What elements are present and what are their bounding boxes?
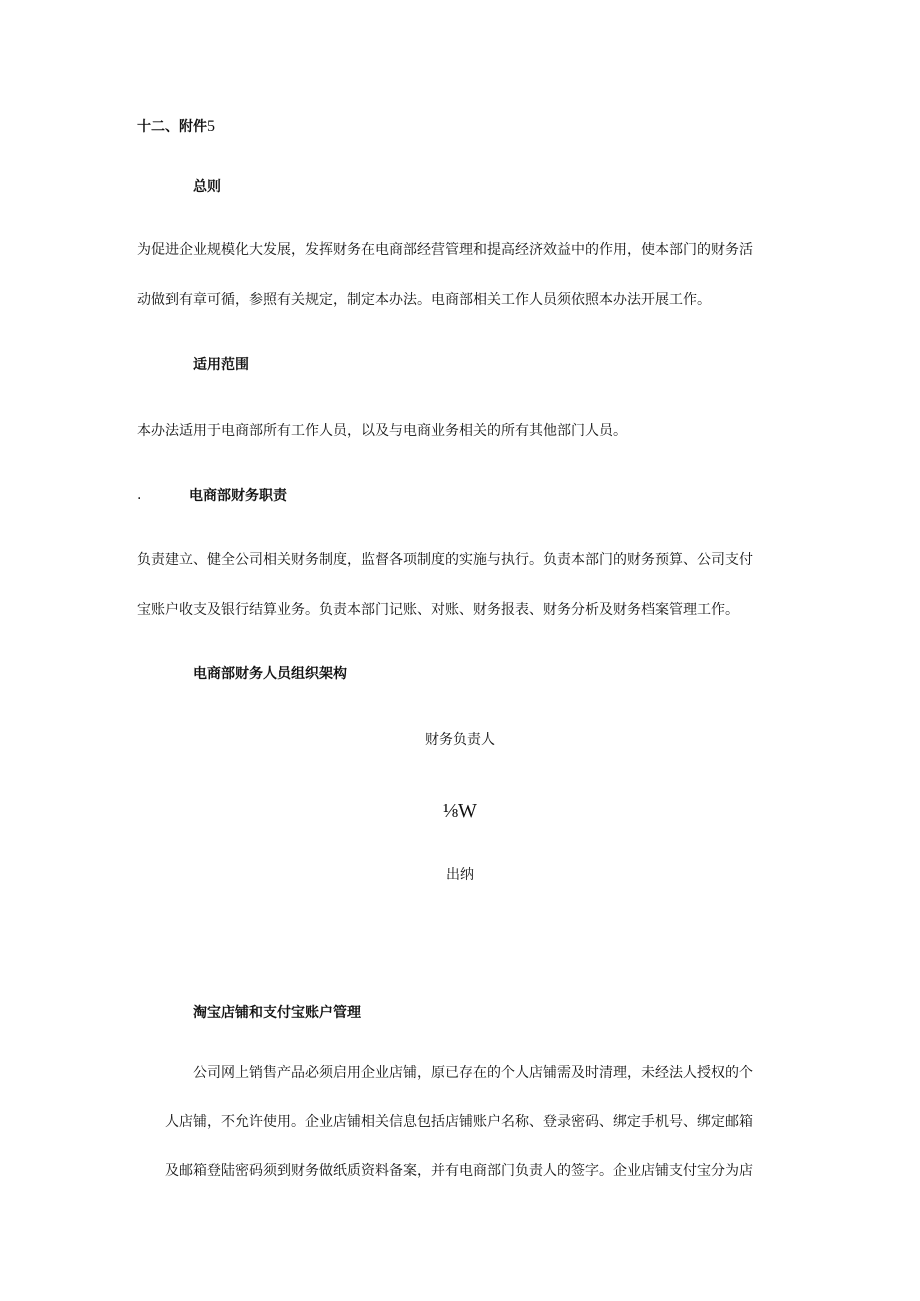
- heading-scope: 适用范围: [193, 357, 249, 373]
- heading-duties: 电商部财务职责: [189, 488, 287, 504]
- taobao-paragraph-line: 及邮箱登陆密码须到财务做纸质资料备案，并有电商部门负责人的签字。企业店铺支付宝分为店: [165, 1163, 753, 1179]
- org-chart-connector: ⅛W: [443, 800, 477, 822]
- appendix-prefix: 十二、附件: [137, 119, 207, 135]
- taobao-paragraph-line: 公司网上销售产品必须启用企业店铺，原已存在的个人店铺需及时清理，未经法人授权的个: [193, 1065, 753, 1081]
- org-chart-bottom-node: 出纳: [446, 867, 474, 883]
- general-paragraph-line: 为促进企业规模化大发展，发挥财务在电商部经营管理和提高经济效益中的作用，使本部门的财务活: [137, 242, 753, 258]
- appendix-heading: [137, 117, 215, 137]
- list-marker: .: [137, 487, 142, 503]
- taobao-paragraph-line: 人店铺，不允许使用。企业店铺相关信息包括店铺账户名称、登录密码、绑定手机号、绑定邮箱: [165, 1114, 753, 1130]
- org-chart-top-node: 财务负责人: [425, 732, 495, 748]
- duties-paragraph-line: 负责建立、健全公司相关财务制度，监督各项制度的实施与执行。负责本部门的财务预算、公司支付: [137, 552, 753, 568]
- appendix-number: 5: [207, 118, 215, 135]
- scope-paragraph-line: 本办法适用于电商部所有工作人员，以及与电商业务相关的所有其他部门人员。: [137, 423, 627, 439]
- general-paragraph-line: 动做到有章可循，参照有关规定，制定本办法。电商部相关工作人员须依照本办法开展工作。: [137, 292, 711, 308]
- heading-general: 总则: [193, 179, 221, 195]
- heading-org: 电商部财务人员组织架构: [193, 666, 347, 682]
- duties-paragraph-line: 宝账户收支及银行结算业务。负责本部门记账、对账、财务报表、财务分析及财务档案管理工作。: [137, 602, 739, 618]
- heading-taobao: 淘宝店铺和支付宝账户管理: [193, 1005, 361, 1021]
